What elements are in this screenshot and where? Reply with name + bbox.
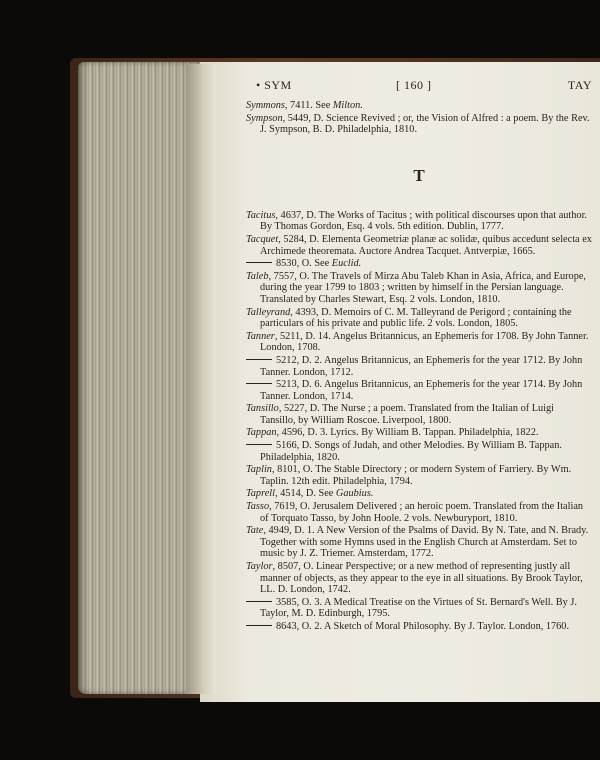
entry-headword: Sympson	[246, 112, 283, 124]
catalog-entry	[246, 440, 592, 463]
entries-top	[246, 100, 592, 136]
entry-text: , 4514, D. See	[275, 488, 336, 500]
entry-text: 5213, D. 6. Angelus Britannicus, an Ephemeris for the year 1714. By John Tanner. London, 1714.	[260, 379, 583, 402]
entry-headword: Talleyrand	[246, 306, 291, 318]
entry-text: , 4596, D. 3. Lyrics. By William B. Tappan. Philadelphia, 1822.	[276, 427, 539, 439]
catalog-entry	[246, 355, 592, 378]
header-right: TAY	[567, 78, 592, 92]
catalog-entry	[246, 258, 592, 270]
page-number: [ 160 ]	[396, 78, 432, 92]
entries-main	[246, 210, 592, 633]
entry-text: , 4637, D. The Works of Tacitus ; with political discourses upon that author. By Thomas Gordon, Esq. 4 vols. 5th edition. Dublin, 1777.	[260, 209, 588, 233]
catalog-entry	[246, 331, 592, 354]
catalog-entry	[246, 210, 592, 233]
entry-headword: Tasso	[246, 501, 270, 513]
entry-headword: Tansillo	[246, 403, 279, 415]
entry-headword: Tappan	[246, 427, 277, 439]
page-text	[246, 78, 592, 634]
entry-text: , 5227, D. The Nurse ; a poem. Translated from the Italian of Luigi Tansillo, by William Roscoe. Liverpool, 1800.	[260, 403, 555, 426]
entry-text: 5212, D. 2. Angelus Britannicus, an Ephemeris for the year 1712. By John Tanner. London, 1712.	[260, 354, 583, 378]
catalog-entry	[246, 501, 592, 524]
catalog-entry	[246, 271, 592, 306]
page-edges	[78, 62, 200, 694]
entry-text: , 7557, O. The Travels of Mirza Abu Taleb Khan in Asia, Africa, and Europe, during the year 1799 to 1803 ; written by himself in the Persian language. Translated by Charles Stewart, Esq. 2 vols. London, 1810.	[260, 270, 586, 305]
entry-headword: Tacitus	[246, 209, 276, 221]
entry-text: 5166, D. Songs of Judah, and other Melodies. By William B. Tappan. Philadelphia, 1820.	[260, 440, 562, 463]
catalog-entry	[246, 403, 592, 426]
ditto-dash	[246, 383, 272, 384]
entry-text: 3585, O. 3. A Medical Treatise on the Virtues of St. Bernard's Well. By J. Taylor, M. D. Edinburgh, 1795.	[260, 596, 577, 620]
entry-headword: Taplin	[246, 464, 272, 476]
entry-text: 8530, O. See	[276, 258, 332, 270]
entry-text: , 8101, O. The Stable Directory ; or modern System of Farriery. By Wm. Taplin. 12th edit. Philadelphia, 1794.	[260, 464, 572, 487]
entry-text: , 5284, D. Elementa Geometriæ planæ ac solidæ, quibus accedunt selecta ex Archimede theoremata. Auctore Andrea Tacquet. Antverpiæ, 1665.	[260, 233, 592, 257]
entry-see-reference: Euclid.	[331, 258, 362, 270]
catalog-entry	[246, 464, 592, 487]
entry-text: 8643, O. 2. A Sketch of Moral Philosophy. By J. Taylor. London, 1760.	[276, 620, 570, 632]
page-gutter	[186, 64, 216, 694]
catalog-entry	[246, 621, 592, 633]
ditto-dash	[246, 359, 272, 360]
entry-text: , 4949, D. 1. A New Version of the Psalms of David. By N. Tate, and N. Brady. Together with some Hymns used in the English Church at Amsterdam. Set to music by J. Z. Triemer. Amsterdam, 1772.	[260, 525, 589, 560]
ditto-dash	[246, 601, 272, 602]
entry-headword: Symmons	[246, 100, 285, 111]
catalog-entry	[246, 561, 592, 596]
header-left: • SYM	[256, 78, 292, 92]
entry-headword: Tanner	[246, 330, 275, 342]
catalog-entry	[246, 234, 592, 257]
ditto-dash	[246, 262, 272, 263]
entry-see-reference: Milton.	[332, 100, 363, 111]
running-header	[246, 78, 592, 100]
entry-headword: Taleb	[246, 270, 269, 282]
catalog-entry	[246, 113, 592, 136]
section-letter: T	[413, 165, 425, 185]
entry-headword: Tacquet	[246, 233, 279, 245]
catalog-entry	[246, 525, 592, 560]
header-left-word: SYM	[264, 78, 292, 92]
ditto-dash	[246, 625, 272, 626]
entry-text: , 5211, D. 14. Angelus Britannicus, an Ephemeris for 1708. By John Tanner. London, 1708.	[260, 330, 589, 354]
ditto-dash	[246, 444, 272, 445]
entry-text: , 7411. See	[284, 100, 333, 111]
catalog-entry	[246, 379, 592, 402]
entry-headword: Taylor	[246, 561, 273, 572]
catalog-entry	[246, 488, 592, 500]
catalog-entry	[246, 597, 592, 620]
entry-headword: Tate	[246, 525, 264, 537]
catalog-entry	[246, 307, 592, 330]
entry-text: , 7619, O. Jerusalem Delivered ; an heroic poem. Translated from the Italian of Torquato Tasso, by John Hoole. 2 vols. Newburyport, 1810.	[260, 501, 584, 524]
entry-text: , 4393, D. Memoirs of C. M. Talleyrand de Perigord ; containing the particulars of his private and public life. 2 vols. London, 1805.	[260, 306, 572, 330]
entry-text: , 8507, O. Linear Perspective; or a new method of representing justly all manner of objects, as they appear to the eye in all situations. By Brook Taylor, LL. D. London, 1742.	[260, 561, 583, 596]
entry-headword: Taprell	[246, 488, 275, 500]
entry-text: , 5449, D. Science Revived ; or, the Vision of Alfred : a poem. By the Rev. J. Sympson, B. D. Philadelphia, 1810.	[260, 112, 590, 136]
catalog-entry	[246, 100, 592, 112]
entry-see-reference: Gaubius.	[335, 488, 374, 500]
catalog-entry	[246, 427, 592, 439]
